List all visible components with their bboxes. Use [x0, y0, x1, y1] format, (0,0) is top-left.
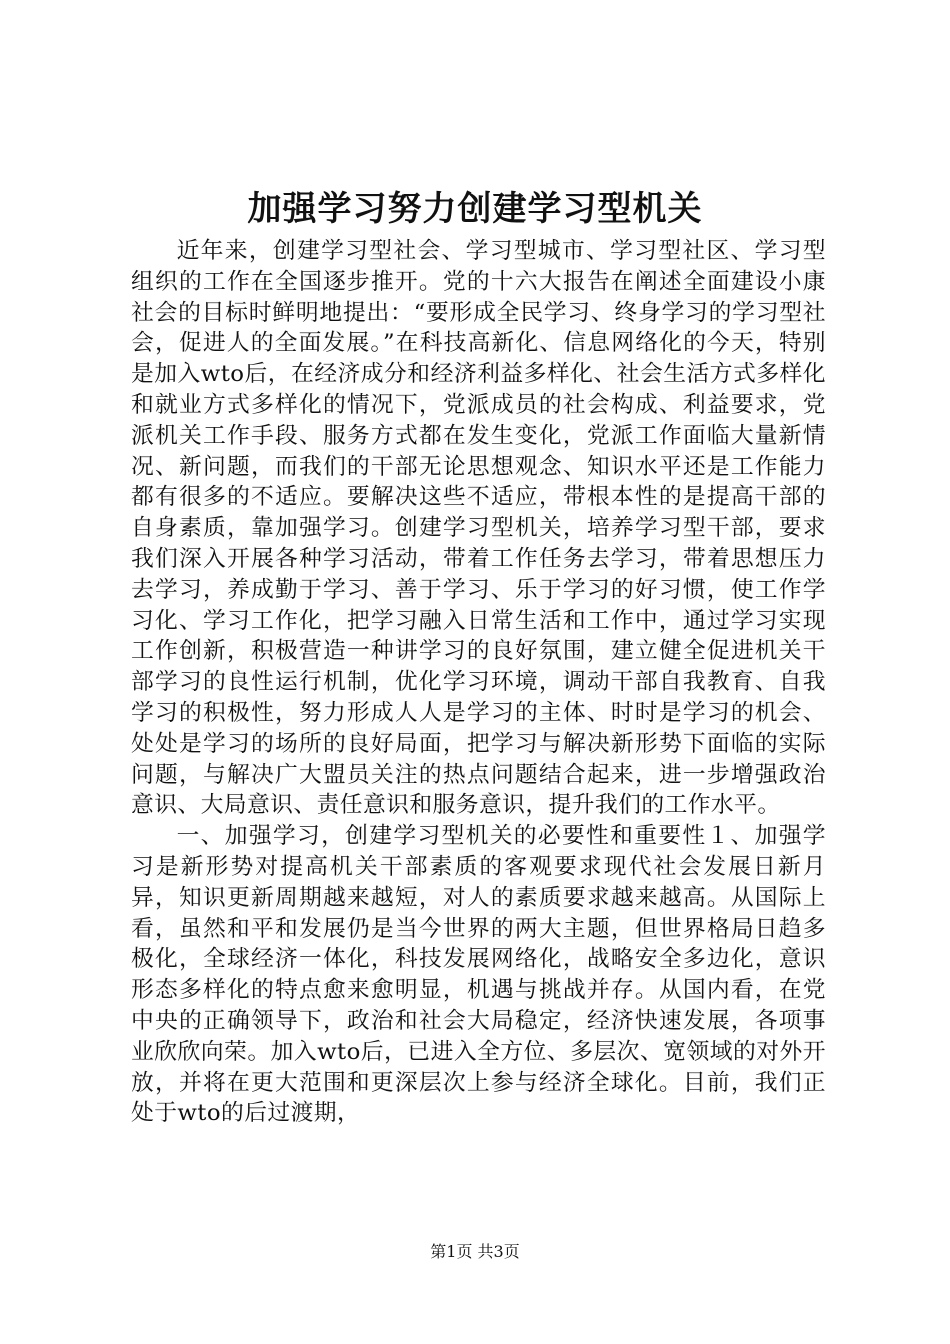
paragraph-section-one: 一、加强学习，创建学习型机关的必要性和重要性１、加强学习是新形势对提高机关干部素质的客观要求现代社会发展日新月异，知识更新周期越来越短，对人的素质要求越来越高。从国际上看，虽然和平和发展仍是当今世界的两大主题，但世界格局日趋多极化，全球经济一体化，科技发展网络化，战略安全多边化，意识形态多样化的特点愈来愈明显，机遇与挑战并存。从国内看，在党中央的正确领导下，政治和社会大局稳定，经济快速发展，各项事业欣欣向荣。加入wto后，已进入全方位、多层次、宽领域的对外开放，并将在更大范围和更深层次上参与经济全球化。目前，我们正处于wto的后过渡期， — [131, 823, 826, 1127]
document-title: 加强学习努力创建学习型机关 — [247, 189, 703, 229]
page-number-footer: 第1页 共3页 — [430, 1242, 520, 1261]
document-body — [131, 236, 826, 1129]
paragraph-intro: 近年来，创建学习型社会、学习型城市、学习型社区、学习型组织的工作在全国逐步推开。党的十六大报告在阐述全面建设小康社会的目标时鲜明地提出：“要形成全民学习、终身学习的学习型社会，促进人的全面发展。”在科技高新化、信息网络化的今天，特别是加入wto后，在经济成分和经济利益多样化、社会生活方式多样化和就业方式多样化的情况下，党派成员的社会构成、利益要求，党派机关工作手段、服务方式都在发生变化，党派工作面临大量新情况、新问题，而我们的干部无论思想观念、知识水平还是工作能力都有很多的不适应。要解决这些不适应，带根本性的是提高干部的自身素质，靠加强学习。创建学习型机关，培养学习型干部，要求我们深入开展各种学习活动，带着工作任务去学习，带着思想压力去学习，养成勤于学习、善于学习、乐于学习的好习惯，使工作学习化、学习工作化，把学习融入日常生活和工作中，通过学习实现工作创新，积极营造一种讲学习的良好氛围，建立健全促进机关干部学习的良性运行机制，优化学习环境，调动干部自我教育、自我学习的积极性，努力形成人人是学习的主体、时时是学习的机会、处处是学习的场所的良好局面，把学习与解决新形势下面临的实际问题，与解决广大盟员关注的热点问题结合起来，进一步增强政治意识、大局意识、责任意识和服务意识，提升我们的工作水平。 — [131, 238, 826, 819]
